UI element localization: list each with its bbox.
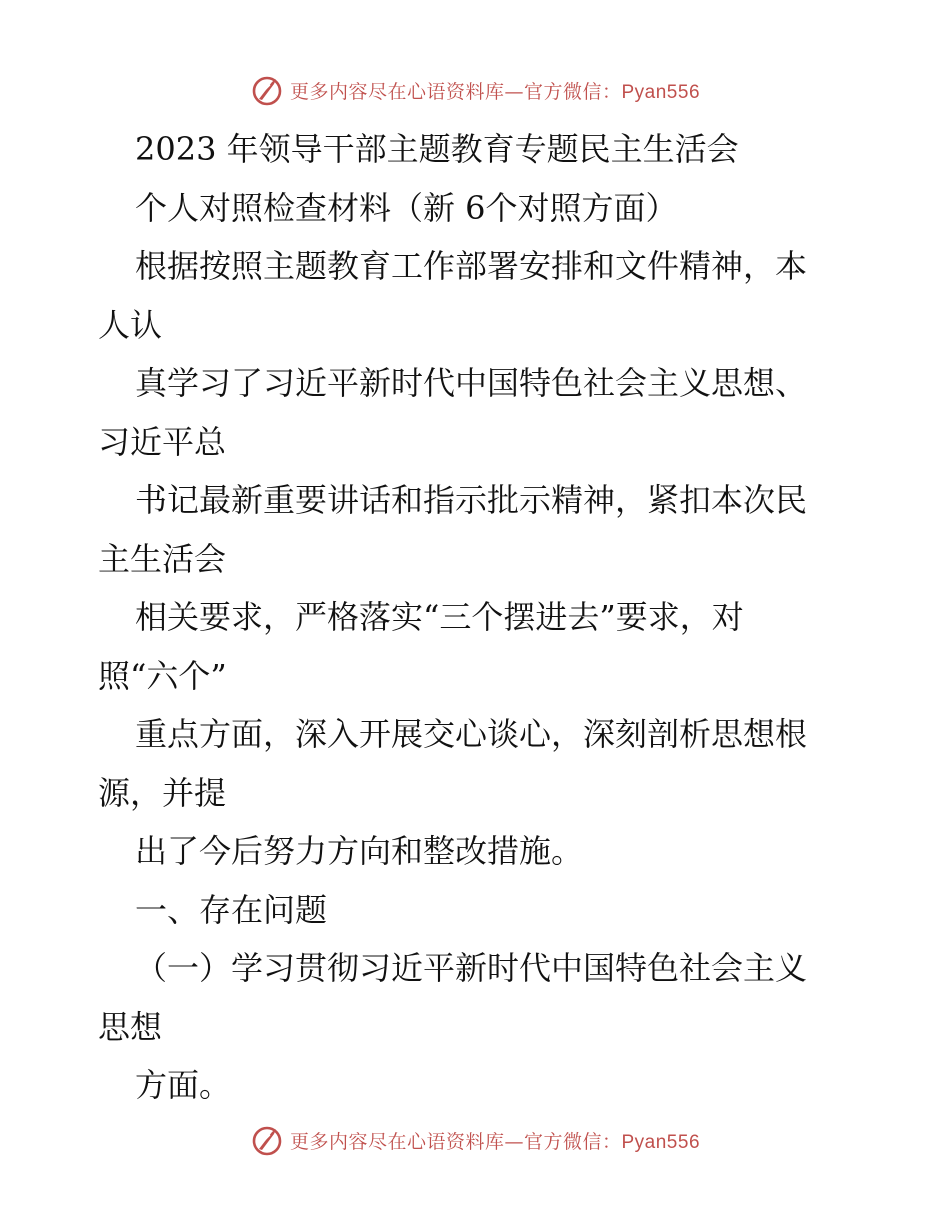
quill-pen-logo-icon xyxy=(250,73,284,107)
watermark-prefix: 更多内容尽在心语资料库 xyxy=(289,80,505,103)
header-watermark xyxy=(0,70,950,110)
text-line: 习近平总 xyxy=(98,422,227,461)
watermark-suffix: 官方微信： xyxy=(523,80,622,103)
watermark-prefix: 更多内容尽在心语资料库 xyxy=(289,1130,505,1153)
text-line: 人认 xyxy=(98,305,163,344)
watermark-separator: — xyxy=(504,1130,524,1153)
text-line: 2023 年领导干部主题教育专题民主生活会 xyxy=(135,130,739,168)
text-line: 方面。 xyxy=(135,1066,232,1104)
text-line: 根据按照主题教育工作部署安排和文件精神，本 xyxy=(135,247,808,285)
watermark-account: Pyan556 xyxy=(621,1131,701,1153)
footer-watermark xyxy=(0,1120,950,1160)
text-line: 照“六个” xyxy=(98,656,227,695)
text-line: 真学习了习近平新时代中国特色社会主义思想、 xyxy=(135,364,808,402)
text-line: 出了今后努力方向和整改措施。 xyxy=(135,832,584,870)
watermark-suffix: 官方微信： xyxy=(523,1130,622,1153)
text-line: 重点方面，深入开展交心谈心，深刻剖析思想根 xyxy=(135,715,808,753)
watermark-account: Pyan556 xyxy=(621,81,701,103)
text-line: 一、存在问题 xyxy=(135,890,328,929)
text-line: 主生活会 xyxy=(98,539,227,578)
text-line: 思想 xyxy=(98,1007,163,1046)
quill-pen-logo-icon xyxy=(250,1123,284,1157)
watermark-text xyxy=(290,1127,700,1154)
document-body xyxy=(98,120,858,1115)
text-line: （一）学习贯彻习近平新时代中国特色社会主义 xyxy=(135,949,808,987)
text-line: 书记最新重要讲话和指示批示精神，紧扣本次民 xyxy=(135,481,808,519)
text-line: 个人对照检查材料（新 6个对照方面） xyxy=(135,188,678,227)
watermark-text xyxy=(290,77,700,104)
text-line: 源，并提 xyxy=(98,773,227,812)
watermark-separator: — xyxy=(504,80,524,103)
text-line: 相关要求，严格落实“三个摆进去”要求，对 xyxy=(135,598,744,636)
